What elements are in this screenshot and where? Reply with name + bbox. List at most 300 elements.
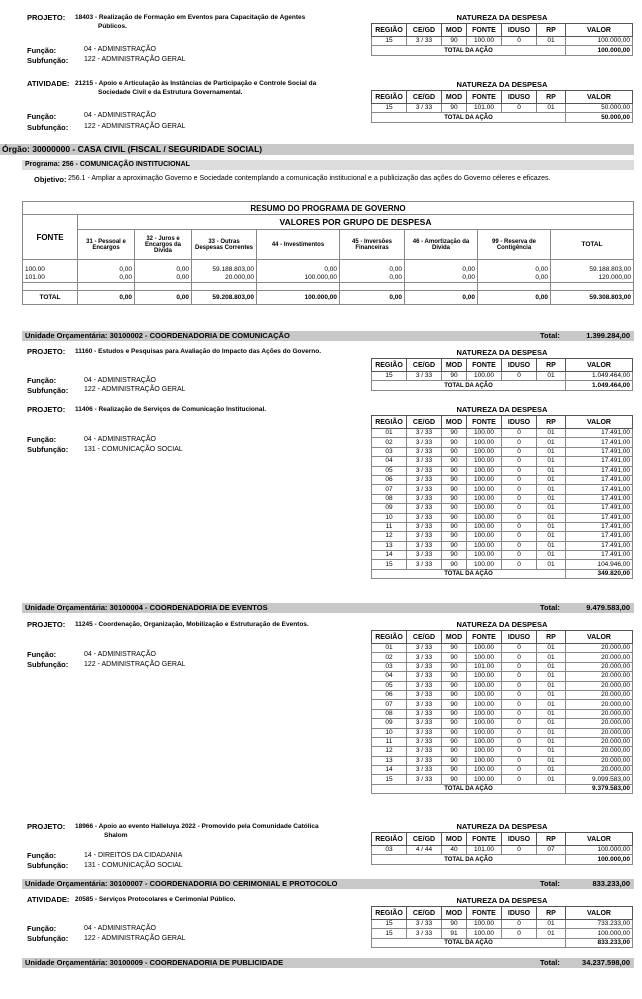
table-cell: 15 [372, 929, 407, 938]
natureza-col-header: IDUSO [502, 416, 537, 429]
table-cell: 0,00 [405, 291, 478, 305]
total-da-acao-row [372, 938, 633, 947]
table-cell: 90 [442, 429, 467, 438]
resumo-col-header: TOTAL [551, 230, 634, 260]
table-cell: 101.00 [467, 104, 502, 113]
natureza-despesa-table [371, 895, 633, 948]
table-row [372, 532, 633, 541]
table-cell: 01 [537, 728, 566, 737]
table-cell: 20.000,00 [566, 662, 633, 671]
natureza-title: NATUREZA DA DESPESA [456, 80, 548, 89]
table-cell: 02 [372, 438, 407, 447]
table-row [372, 438, 633, 447]
natureza-col-header: VALOR [566, 91, 633, 104]
table-cell: 0 [502, 522, 537, 531]
table-cell: 04 [372, 457, 407, 466]
natureza-col-header: IDUSO [502, 91, 537, 104]
block-type: PROJETO: [27, 822, 66, 831]
table-cell: 01 [537, 766, 566, 775]
natureza-col-header: CE/GD [407, 907, 442, 920]
table-cell: 3 / 33 [407, 662, 442, 671]
table-cell: 0 [502, 766, 537, 775]
table-cell: 09 [372, 719, 407, 728]
table-cell: 0 [502, 447, 537, 456]
table-cell: 0 [502, 560, 537, 569]
table-cell: 100.000,00 [257, 291, 340, 305]
natureza-header-row [372, 833, 633, 846]
table-cell: 01 [537, 775, 566, 784]
table-cell: 101.00 [467, 662, 502, 671]
table-cell: 0 [502, 728, 537, 737]
table-row [372, 766, 633, 775]
table-cell: 100.00 [467, 700, 502, 709]
resumo-col-header: 31 - Pessoal e Encargos [78, 230, 135, 260]
table-cell: 07 [537, 846, 566, 855]
total-da-acao-row [372, 381, 633, 390]
table-cell: 01 [537, 737, 566, 746]
table-cell: 100.00 [467, 447, 502, 456]
table-cell: 17.491,00 [566, 447, 633, 456]
natureza-grid [371, 358, 633, 391]
natureza-col-header: CE/GD [407, 24, 442, 37]
funcao-value: 04 - ADMINISTRAÇÃO [84, 377, 156, 384]
subfuncao-label: Subfunção: [27, 934, 69, 943]
table-cell: 40 [442, 846, 467, 855]
funcao-label: Função: [27, 851, 57, 860]
table-cell: 1.049.464,00 [566, 372, 633, 381]
table-cell: 17.491,00 [566, 475, 633, 484]
table-cell: 01 [537, 504, 566, 513]
table-cell: 01 [537, 662, 566, 671]
unidade-orcamentaria-bar [22, 958, 634, 968]
table-cell: 0,00 [340, 274, 405, 283]
block-title: 20585 - Serviços Protocolares e Cerimonial Público. [75, 896, 236, 903]
natureza-col-header: VALOR [566, 359, 633, 372]
table-cell: TOTAL [23, 291, 78, 305]
natureza-col-header: CE/GD [407, 359, 442, 372]
table-cell: 90 [442, 438, 467, 447]
block-type: PROJETO: [27, 13, 66, 22]
table-cell: 14 [372, 766, 407, 775]
natureza-title: NATUREZA DA DESPESA [456, 896, 548, 905]
natureza-col-header: FONTE [467, 833, 502, 846]
table-cell: 0,00 [78, 265, 135, 274]
table-row [372, 719, 633, 728]
table-cell: 15 [372, 37, 407, 46]
resumo-total-row [23, 291, 634, 305]
total-da-acao-value: 349.820,00 [566, 569, 633, 578]
table-row [372, 485, 633, 494]
resumo-col-header: 99 - Reserva de Contigência [478, 230, 551, 260]
table-cell: 0,00 [478, 274, 551, 283]
table-cell: 3 / 33 [407, 37, 442, 46]
table-cell: 0,00 [340, 265, 405, 274]
table-cell: 20.000,00 [566, 672, 633, 681]
subfuncao-value: 122 - ADMINISTRAÇÃO GERAL [84, 123, 186, 130]
table-row [372, 681, 633, 690]
table-cell: 100.00 [467, 775, 502, 784]
table-cell: 100.00 [467, 653, 502, 662]
table-cell: 01 [537, 719, 566, 728]
table-cell: 0,00 [78, 274, 135, 283]
table-cell: 01 [537, 429, 566, 438]
table-cell: 0 [502, 541, 537, 550]
natureza-header-row [372, 907, 633, 920]
table-cell: 0,00 [405, 274, 478, 283]
table-cell: 100.00 [467, 644, 502, 653]
natureza-header-row [372, 91, 633, 104]
table-cell: 59.308.803,00 [551, 291, 634, 305]
table-cell: 01 [537, 466, 566, 475]
table-cell: 01 [537, 690, 566, 699]
natureza-col-header: CE/GD [407, 91, 442, 104]
table-cell: 20.000,00 [566, 747, 633, 756]
table-cell: 20.000,00 [566, 681, 633, 690]
natureza-col-header: IDUSO [502, 24, 537, 37]
table-cell: 3 / 33 [407, 728, 442, 737]
table-cell: 3 / 33 [407, 504, 442, 513]
natureza-col-header: CE/GD [407, 833, 442, 846]
natureza-col-header: RP [537, 24, 566, 37]
subfuncao-value: 122 - ADMINISTRAÇÃO GERAL [84, 661, 186, 668]
table-cell: 17.491,00 [566, 494, 633, 503]
unidade-name: Unidade Orçamentária: 30100004 - COORDENADORIA DE EVENTOS [25, 603, 268, 612]
table-cell: 17.491,00 [566, 504, 633, 513]
table-cell: 3 / 33 [407, 513, 442, 522]
table-cell: 100.00 [467, 504, 502, 513]
table-cell: 07 [372, 485, 407, 494]
total-da-acao-value: 1.049.464,00 [566, 381, 633, 390]
table-cell: 01 [537, 700, 566, 709]
table-cell: 0 [502, 929, 537, 938]
natureza-col-header: RP [537, 416, 566, 429]
subfuncao-label: Subfunção: [27, 56, 69, 65]
table-cell: 100.00 [467, 513, 502, 522]
table-cell: 3 / 33 [407, 541, 442, 550]
natureza-header-row [372, 631, 633, 644]
natureza-col-header: MOD [442, 91, 467, 104]
objetivo-text: 256.1 - Ampliar a aproximação Governo e Sociedade contemplando a comunicação institucional e a publicização das ações do Governo céleres e eficazes. [68, 175, 551, 182]
table-cell: 100.00 [467, 681, 502, 690]
resumo-programa-table [22, 201, 634, 305]
table-cell: 90 [442, 681, 467, 690]
table-cell: 06 [372, 690, 407, 699]
natureza-col-header: MOD [442, 416, 467, 429]
table-cell: 17.491,00 [566, 457, 633, 466]
natureza-col-header: IDUSO [502, 907, 537, 920]
table-cell: 0 [502, 747, 537, 756]
table-cell: 15 [372, 560, 407, 569]
natureza-col-header: REGIÃO [372, 907, 407, 920]
subfuncao-value: 131 - COMUNICAÇÃO SOCIAL [84, 446, 183, 453]
table-cell: 100.00 [467, 719, 502, 728]
table-cell: 100.00 [467, 747, 502, 756]
table-cell: 90 [442, 719, 467, 728]
table-cell: 10 [372, 728, 407, 737]
table-cell: 15 [372, 372, 407, 381]
table-cell: 01 [537, 541, 566, 550]
table-cell: 100.00 [467, 372, 502, 381]
table-cell: 0 [502, 756, 537, 765]
natureza-col-header: VALOR [566, 24, 633, 37]
block-title-cont: Shalom [104, 832, 128, 839]
subfuncao-value: 122 - ADMINISTRAÇÃO GERAL [84, 56, 186, 63]
natureza-despesa-table [371, 619, 633, 794]
table-cell: 17.491,00 [566, 532, 633, 541]
funcao-label: Função: [27, 435, 57, 444]
natureza-col-header: VALOR [566, 833, 633, 846]
table-cell: 90 [442, 532, 467, 541]
table-cell: 0 [502, 737, 537, 746]
table-cell: 100.00 [467, 766, 502, 775]
subfuncao-label: Subfunção: [27, 660, 69, 669]
table-cell: 100.00 [467, 37, 502, 46]
total-da-acao-label: TOTAL DA AÇÃO [372, 569, 566, 578]
table-row [372, 920, 633, 929]
block-title-cont: Sociedade Civil e da Estrutura Governamental. [98, 89, 243, 96]
table-cell: 90 [442, 522, 467, 531]
unidade-orcamentaria-bar [22, 879, 634, 889]
table-cell: 20.000,00 [566, 756, 633, 765]
subfuncao-value: 131 - COMUNICAÇÃO SOCIAL [84, 862, 183, 869]
table-cell: 100.00 [467, 756, 502, 765]
natureza-col-header: FONTE [467, 359, 502, 372]
table-cell: 100.00 [467, 709, 502, 718]
table-row [372, 846, 633, 855]
table-cell: 09 [372, 504, 407, 513]
table-cell [23, 283, 78, 291]
table-cell: 91 [442, 929, 467, 938]
table-cell: 90 [442, 775, 467, 784]
natureza-col-header: RP [537, 907, 566, 920]
table-cell: 100.00 [467, 429, 502, 438]
block-type: PROJETO: [27, 347, 66, 356]
table-row [372, 756, 633, 765]
subfuncao-label: Subfunção: [27, 445, 69, 454]
unidade-total-value: 1.399.284,00 [586, 331, 630, 340]
table-cell: 08 [372, 494, 407, 503]
table-cell: 0 [502, 457, 537, 466]
table-cell: 0 [502, 644, 537, 653]
table-cell: 90 [442, 920, 467, 929]
table-cell: 01 [537, 522, 566, 531]
table-cell: 90 [442, 644, 467, 653]
table-cell: 0 [502, 532, 537, 541]
table-cell: 3 / 33 [407, 457, 442, 466]
table-cell: 3 / 33 [407, 560, 442, 569]
table-cell: 0,00 [340, 291, 405, 305]
table-cell: 0 [502, 709, 537, 718]
table-cell: 15 [372, 104, 407, 113]
table-cell: 0 [502, 37, 537, 46]
unidade-name: Unidade Orçamentária: 30100009 - COORDENADORIA DE PUBLICIDADE [25, 958, 284, 967]
resumo-col-header: 46 - Amortização da Dívida [405, 230, 478, 260]
table-cell: 12 [372, 747, 407, 756]
table-cell: 01 [372, 644, 407, 653]
table-cell: 90 [442, 672, 467, 681]
table-row [372, 644, 633, 653]
table-row [372, 709, 633, 718]
table-cell: 3 / 33 [407, 775, 442, 784]
table-cell: 90 [442, 513, 467, 522]
table-row [372, 672, 633, 681]
table-cell: 100.00 [467, 466, 502, 475]
table-cell: 100.00 [467, 494, 502, 503]
table-row [372, 372, 633, 381]
table-cell: 100.00 [467, 485, 502, 494]
total-da-acao-label: TOTAL DA AÇÃO [372, 113, 566, 122]
table-cell: 17.491,00 [566, 551, 633, 560]
table-cell: 100.00 [467, 475, 502, 484]
natureza-col-header: FONTE [467, 416, 502, 429]
subfuncao-value: 122 - ADMINISTRAÇÃO GERAL [84, 935, 186, 942]
natureza-col-header: FONTE [467, 631, 502, 644]
natureza-col-header: IDUSO [502, 631, 537, 644]
total-da-acao-label: TOTAL DA AÇÃO [372, 784, 566, 793]
block-title: 11245 - Coordenação, Organização, Mobilização e Estruturação de Eventos. [75, 621, 309, 628]
table-cell: 90 [442, 747, 467, 756]
table-cell: 20.000,00 [566, 644, 633, 653]
funcao-label: Função: [27, 376, 57, 385]
table-row [372, 37, 633, 46]
table-cell: 07 [372, 700, 407, 709]
table-cell: 3 / 33 [407, 551, 442, 560]
table-cell: 0 [502, 672, 537, 681]
natureza-col-header: MOD [442, 359, 467, 372]
natureza-grid [371, 630, 633, 794]
table-cell: 17.491,00 [566, 438, 633, 447]
natureza-col-header: MOD [442, 833, 467, 846]
natureza-title: NATUREZA DA DESPESA [456, 348, 548, 357]
table-row [372, 447, 633, 456]
resumo-fonte-header: FONTE [23, 215, 78, 260]
table-cell: 01 [537, 653, 566, 662]
table-cell: 59.188.803,00 [192, 265, 257, 274]
funcao-value: 04 - ADMINISTRAÇÃO [84, 46, 156, 53]
natureza-title: NATUREZA DA DESPESA [456, 620, 548, 629]
table-cell: 0 [502, 690, 537, 699]
table-cell: 02 [372, 653, 407, 662]
table-cell: 15 [372, 920, 407, 929]
table-cell [135, 283, 192, 291]
block-type: ATIVIDADE: [27, 895, 70, 904]
table-cell: 3 / 33 [407, 690, 442, 699]
table-cell: 3 / 33 [407, 447, 442, 456]
resumo-col-header: 32 - Juros e Encargos da Dívida [135, 230, 192, 260]
table-cell: 01 [537, 756, 566, 765]
table-row [372, 662, 633, 671]
table-cell: 3 / 33 [407, 522, 442, 531]
table-cell: 0,00 [478, 291, 551, 305]
table-row [372, 457, 633, 466]
table-cell: 90 [442, 766, 467, 775]
table-cell: 20.000,00 [566, 728, 633, 737]
table-cell: 0,00 [78, 291, 135, 305]
table-cell: 90 [442, 504, 467, 513]
table-cell: 90 [442, 457, 467, 466]
table-cell: 13 [372, 756, 407, 765]
table-cell: 0,00 [135, 274, 192, 283]
table-cell: 104.946,00 [566, 560, 633, 569]
unidade-orcamentaria-bar [22, 331, 634, 341]
total-da-acao-row [372, 569, 633, 578]
table-cell: 0 [502, 662, 537, 671]
table-cell: 01 [537, 672, 566, 681]
table-cell: 100.000,00 [566, 37, 633, 46]
unidade-total-value: 9.479.583,00 [586, 603, 630, 612]
natureza-col-header: REGIÃO [372, 359, 407, 372]
table-cell: 3 / 33 [407, 438, 442, 447]
total-da-acao-value: 9.379.583,00 [566, 784, 633, 793]
table-cell: 11 [372, 737, 407, 746]
natureza-col-header: RP [537, 359, 566, 372]
table-cell: 0 [502, 438, 537, 447]
natureza-col-header: REGIÃO [372, 833, 407, 846]
natureza-title: NATUREZA DA DESPESA [456, 405, 548, 414]
table-cell: 0 [502, 104, 537, 113]
funcao-label: Função: [27, 46, 57, 55]
natureza-col-header: MOD [442, 24, 467, 37]
table-cell: 3 / 33 [407, 644, 442, 653]
natureza-col-header: VALOR [566, 631, 633, 644]
table-cell [257, 283, 340, 291]
table-cell: 05 [372, 681, 407, 690]
natureza-grid [371, 832, 633, 865]
table-cell: 120.000,00 [551, 274, 634, 283]
table-cell: 17.491,00 [566, 429, 633, 438]
natureza-col-header: RP [537, 833, 566, 846]
natureza-col-header: FONTE [467, 91, 502, 104]
total-da-acao-value: 50.000,00 [566, 113, 633, 122]
table-cell: 90 [442, 653, 467, 662]
natureza-header-row [372, 416, 633, 429]
table-cell: 01 [537, 513, 566, 522]
table-cell: 20.000,00 [566, 719, 633, 728]
table-cell: 17.491,00 [566, 485, 633, 494]
natureza-title: NATUREZA DA DESPESA [456, 822, 548, 831]
table-cell: 06 [372, 475, 407, 484]
table-cell: 0 [502, 466, 537, 475]
table-cell: 0 [502, 653, 537, 662]
table-cell: 0 [502, 920, 537, 929]
table-cell: 59.208.803,00 [192, 291, 257, 305]
table-cell: 90 [442, 560, 467, 569]
unidade-total-value: 34.237.598,00 [582, 958, 630, 967]
table-cell: 3 / 33 [407, 756, 442, 765]
table-cell: 17.491,00 [566, 466, 633, 475]
table-row [372, 513, 633, 522]
objetivo-label: Objetivo: [34, 175, 67, 184]
table-cell: 3 / 33 [407, 737, 442, 746]
block-title: 11160 - Estudos e Pesquisas para Avaliação do Impacto das Ações do Governo. [75, 348, 322, 355]
table-row [23, 265, 634, 274]
table-cell: 01 [537, 560, 566, 569]
unidade-name: Unidade Orçamentária: 30100007 - COORDENADORIA DO CERIMONIAL E PROTOCOLO [25, 879, 338, 888]
table-row [372, 653, 633, 662]
table-cell: 0,00 [257, 265, 340, 274]
table-cell: 100.00 [467, 690, 502, 699]
table-cell: 100.00 [467, 551, 502, 560]
table-row [372, 466, 633, 475]
table-cell: 12 [372, 532, 407, 541]
natureza-col-header: REGIÃO [372, 416, 407, 429]
natureza-header-row [372, 24, 633, 37]
table-cell: 04 [372, 672, 407, 681]
table-row [372, 747, 633, 756]
table-cell: 90 [442, 466, 467, 475]
table-cell: 0 [502, 429, 537, 438]
table-cell: 11 [372, 522, 407, 531]
